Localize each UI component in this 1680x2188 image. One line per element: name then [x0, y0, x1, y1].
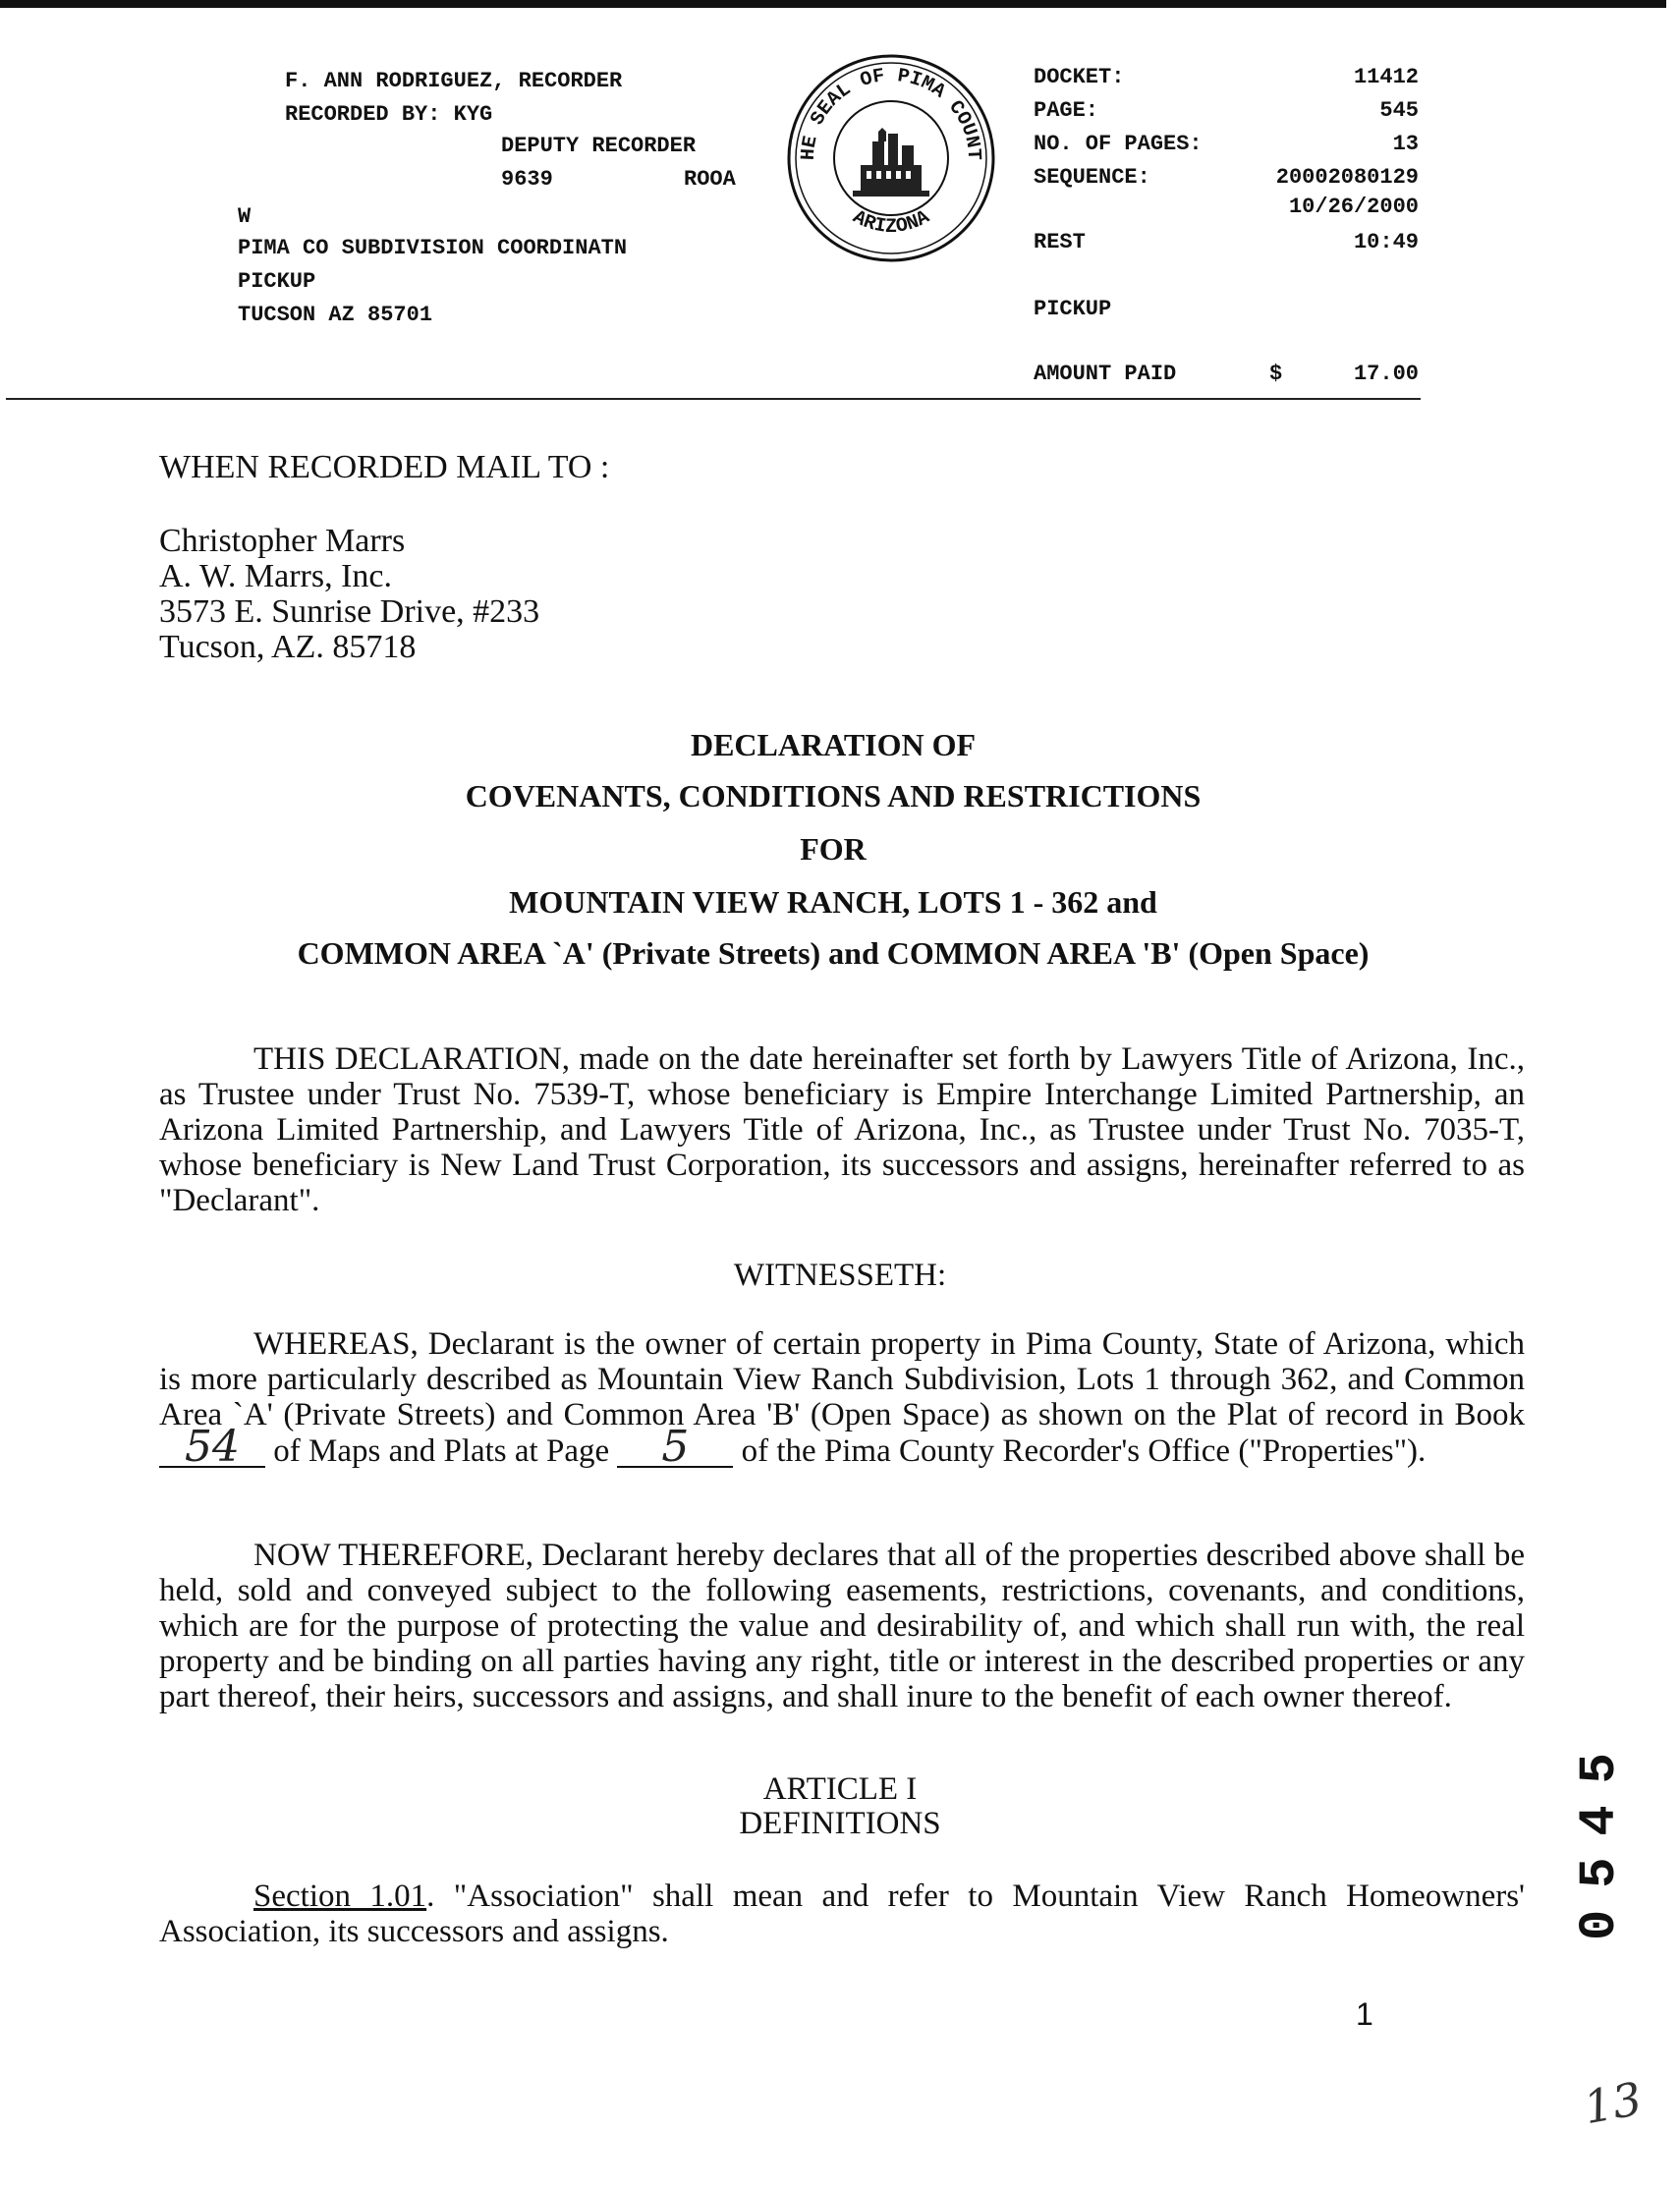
- record-date: 10/26/2000: [1288, 195, 1419, 219]
- recorder-w: W: [238, 204, 252, 229]
- pima-county-seal: [784, 51, 998, 265]
- book-number-handwritten: 54: [185, 1422, 240, 1472]
- whereas-paragraph: [159, 1326, 1525, 1472]
- now-therefore-paragraph: [159, 1538, 1525, 1714]
- seal-top-text: HE SEAL OF PIMA COUNT: [797, 65, 985, 161]
- whereas-text-a: WHEREAS, Declarant is the owner of certain property in Pima County, State of Arizona, which is more particularly described as Mountain View Ranch Subdivision, Lots 1 through 362, and Common Area `A' (Private Streets) and Common Area 'B' (Open Space) as shown on the Plat of record in Book: [159, 1326, 1525, 1432]
- title-line-3: FOR: [800, 831, 867, 867]
- header-rule: [6, 398, 1421, 400]
- witnesseth-heading: WITNESSETH:: [733, 1258, 947, 1293]
- mail-to-name: Christopher Marrs: [159, 523, 406, 559]
- corner-mark-text: 13: [1579, 2071, 1647, 2135]
- section-1-01-label: Section 1.01: [253, 1879, 427, 1914]
- record-time: 10:49: [1353, 230, 1419, 254]
- page-number-handwritten: 5: [661, 1422, 690, 1472]
- page-number: 1: [1356, 1996, 1373, 2032]
- recorder-code-right: ROOA: [684, 167, 736, 192]
- definitions-heading: DEFINITIONS: [739, 1806, 941, 1841]
- mail-to-street: 3573 E. Sunrise Drive, #233: [159, 593, 540, 630]
- recorder-code-left: 9639: [501, 167, 553, 192]
- article-heading: ARTICLE I: [762, 1771, 918, 1807]
- side-document-code: [1572, 1577, 1631, 1940]
- declaration-text: THIS DECLARATION, made on the date hereinafter set forth by Lawyers Title of Arizona, Inc., as Trustee under Trust No. 7539-T, whose beneficiary is Empire Interchange Limited Partnership, an Arizona Limited Partnership, and Lawyers Title of Arizona, Inc., as Trustee under Trust No. 7035-T, whose beneficiary is New Land Trust Corporation, its successors and assigns, hereinafter referred to as "Declarant".: [159, 1041, 1525, 1218]
- mail-to-city: Tucson, AZ. 85718: [159, 629, 417, 665]
- whereas-text-c: of the Pima County Recorder's Office ("Properties").: [741, 1433, 1427, 1469]
- side-code-text: 0545: [1571, 1731, 1629, 1940]
- recorder-name: F. ANN RODRIGUEZ, RECORDER: [285, 69, 623, 93]
- title-line-2: COVENANTS, CONDITIONS AND RESTRICTIONS: [465, 778, 1202, 813]
- handwritten-corner-mark: [1579, 2071, 1647, 2135]
- amount-paid-label: AMOUNT PAID: [1034, 362, 1177, 386]
- svg-text:THE SEAL OF PIMA COUNTY: [784, 51, 984, 161]
- destination-line-3: TUCSON AZ 85701: [238, 303, 433, 327]
- pickup-label: PICKUP: [1034, 297, 1112, 321]
- section-1-01-paragraph: [159, 1879, 1525, 1949]
- page-label: PAGE:: [1034, 98, 1099, 123]
- sequence-label: SEQUENCE:: [1034, 165, 1150, 190]
- rest-label: REST: [1034, 230, 1086, 254]
- page-value: 545: [1379, 98, 1419, 123]
- mail-to-company: A. W. Marrs, Inc.: [159, 558, 393, 594]
- now-therefore-text: NOW THEREFORE, Declarant hereby declares that all of the properties described above shall be held, sold and conveyed subject to the following easements, restrictions, covenants, and conditions, which are for the purpose of protecting the value and desirability of, and which shall run with, the real property and be binding on all parties having any right, title or interest in the described properties or any part thereof, their heirs, successors and assigns, and shall inure to the benefit of each owner thereof.: [159, 1538, 1525, 1714]
- seal-bottom-text: ARIZONA: [848, 205, 934, 239]
- whereas-text-b: of Maps and Plats at Page: [273, 1433, 610, 1469]
- docket-value: 11412: [1353, 65, 1419, 89]
- top-border: [0, 0, 1666, 8]
- section-1-01-text: . "Association" shall mean and refer to Mountain View Ranch Homeowners' Association, its successors and assigns.: [159, 1879, 1525, 1949]
- recorded-by: RECORDED BY: KYG: [285, 102, 493, 127]
- sequence-value: 20002080129: [1275, 165, 1419, 190]
- declaration-paragraph: [159, 1041, 1525, 1218]
- destination-line-2: PICKUP: [238, 269, 316, 294]
- svg-text:ARIZONA: [849, 206, 933, 239]
- title-line-1: DECLARATION OF: [690, 727, 977, 762]
- docket-label: DOCKET:: [1034, 65, 1125, 89]
- destination-line-1: PIMA CO SUBDIVISION COORDINATN: [238, 236, 628, 260]
- mail-to-heading: WHEN RECORDED MAIL TO :: [159, 449, 610, 485]
- title-line-4: MOUNTAIN VIEW RANCH, LOTS 1 - 362 and: [509, 884, 1157, 920]
- pages-label: NO. OF PAGES:: [1034, 132, 1203, 156]
- title-line-5: COMMON AREA `A' (Private Streets) and COMMON AREA 'B' (Open Space): [297, 935, 1370, 971]
- amount-paid-value: 17.00: [1353, 362, 1419, 386]
- dollar-sign: $: [1269, 362, 1283, 386]
- deputy-recorder: DEPUTY RECORDER: [501, 134, 697, 158]
- pages-value: 13: [1392, 132, 1419, 156]
